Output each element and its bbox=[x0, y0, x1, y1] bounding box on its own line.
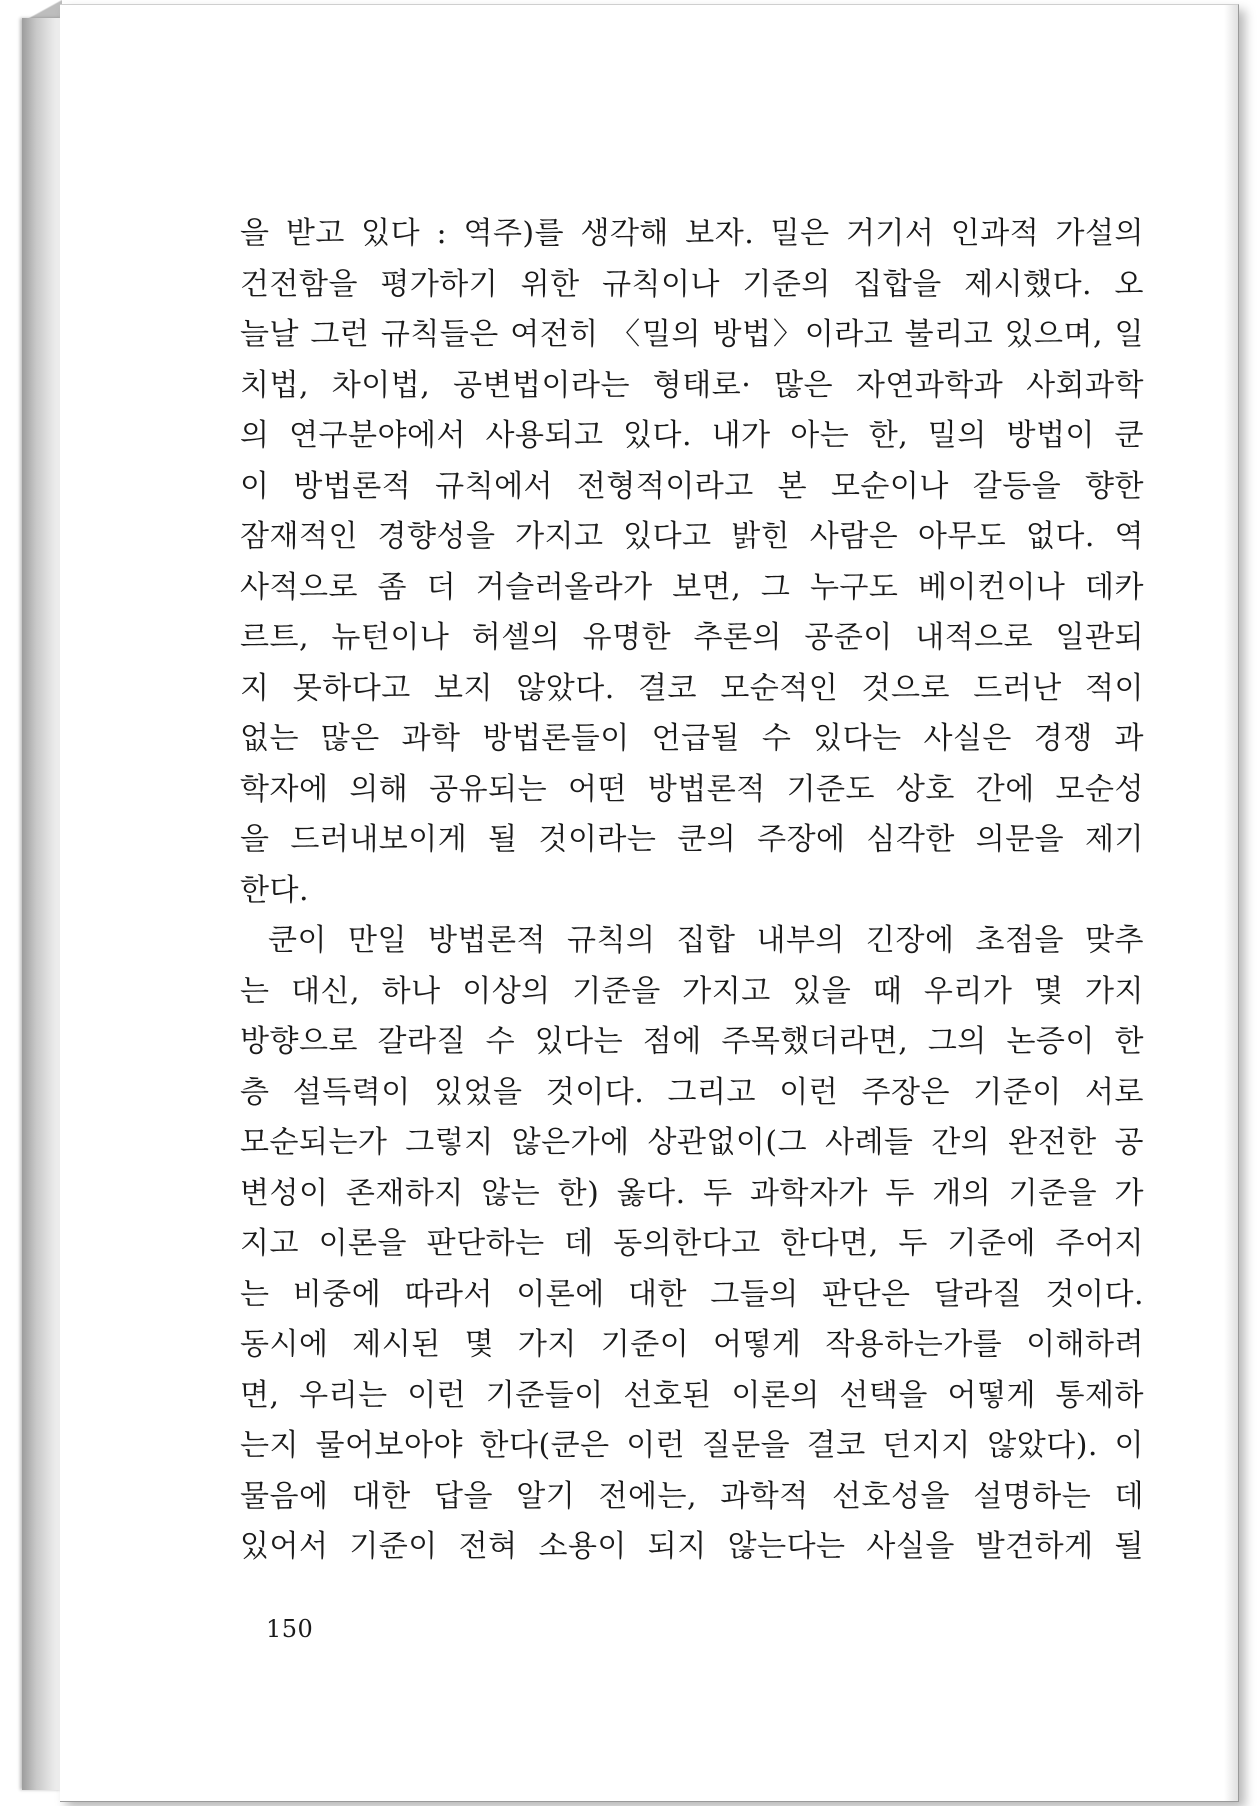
text-line: 방향으로 갈라질 수 있다는 점에 주목했더라면, 그의 논증이 한 bbox=[240, 1024, 1144, 1059]
text-line: 는 비중에 따라서 이론에 대한 그들의 판단은 달라질 것이다. bbox=[240, 1276, 1144, 1312]
text-line: 이 방법론적 규칙에서 전형적이라고 본 모순이나 갈등을 향한 bbox=[240, 468, 1144, 504]
text-line: 의 연구분야에서 사용되고 있다. 내가 아는 한, 밀의 방법이 쿤 bbox=[240, 418, 1144, 453]
text-line: 쿤이 만일 방법론적 규칙의 집합 내부의 긴장에 초점을 맞추 bbox=[268, 923, 1144, 958]
text-line: 층 설득력이 있었을 것이다. 그리고 이런 주장은 기준이 서로 bbox=[240, 1074, 1144, 1110]
text-line: 는 대신, 하나 이상의 기준을 가지고 있을 때 우리가 몇 가지 bbox=[240, 973, 1144, 1009]
body-text bbox=[240, 209, 1144, 1573]
text-line: 치법, 차이법, 공변법이라는 형태로· 많은 자연과학과 사회과학 bbox=[240, 367, 1144, 403]
text-line: 을 받고 있다 : 역주)를 생각해 보자. 밀은 거기서 인과적 가설의 bbox=[240, 216, 1144, 251]
text-line: 지고 이론을 판단하는 데 동의한다고 한다면, 두 기준에 주어지 bbox=[240, 1226, 1144, 1261]
text-line: 늘날 그런 규칙들은 여전히 〈밀의 방법〉이라고 불리고 있으며, 일 bbox=[240, 317, 1144, 352]
text-line: 변성이 존재하지 않는 한) 옳다. 두 과학자가 두 개의 기준을 가 bbox=[240, 1175, 1144, 1211]
text-line: 면, 우리는 이런 기준들이 선호된 이론의 선택을 어떻게 통제하 bbox=[240, 1377, 1144, 1413]
text-line: 한다. bbox=[240, 872, 309, 908]
text-line: 을 드러내보이게 될 것이라는 쿤의 주장에 심각한 의문을 제기 bbox=[240, 822, 1144, 857]
text-line: 물음에 대한 답을 알기 전에는, 과학적 선호성을 설명하는 데 bbox=[240, 1478, 1144, 1514]
page-number: 150 bbox=[266, 1615, 314, 1643]
book-spine bbox=[22, 18, 62, 1790]
text-line: 모순되는가 그렇지 않은가에 상관없이(그 사례들 간의 완전한 공 bbox=[240, 1125, 1144, 1160]
page-edge-shade bbox=[1224, 5, 1238, 1801]
text-line: 잠재적인 경향성을 가지고 있다고 밝힌 사람은 아무도 없다. 역 bbox=[240, 519, 1144, 554]
text-line: 지 못하다고 보지 않았다. 결코 모순적인 것으로 드러난 적이 bbox=[240, 670, 1144, 706]
text-line: 는지 물어보아야 한다(쿤은 이런 질문을 결코 던지지 않았다). 이 bbox=[240, 1428, 1144, 1463]
text-line: 사적으로 좀 더 거슬러올라가 보면, 그 누구도 베이컨이나 데카 bbox=[240, 569, 1144, 605]
book-page bbox=[60, 4, 1239, 1802]
text-line: 학자에 의해 공유되는 어떤 방법론적 기준도 상호 간에 모순성 bbox=[240, 771, 1144, 807]
text-line: 있어서 기준이 전혀 소용이 되지 않는다는 사실을 발견하게 될 bbox=[240, 1529, 1144, 1564]
text-line: 없는 많은 과학 방법론들이 언급될 수 있다는 사실은 경쟁 과 bbox=[240, 721, 1144, 756]
text-line: 르트, 뉴턴이나 허셀의 유명한 추론의 공준이 내적으로 일관되 bbox=[240, 620, 1144, 655]
text-line: 건전함을 평가하기 위한 규칙이나 기준의 집합을 제시했다. 오 bbox=[240, 266, 1144, 302]
text-line: 동시에 제시된 몇 가지 기준이 어떻게 작용하는가를 이해하려 bbox=[240, 1327, 1144, 1362]
